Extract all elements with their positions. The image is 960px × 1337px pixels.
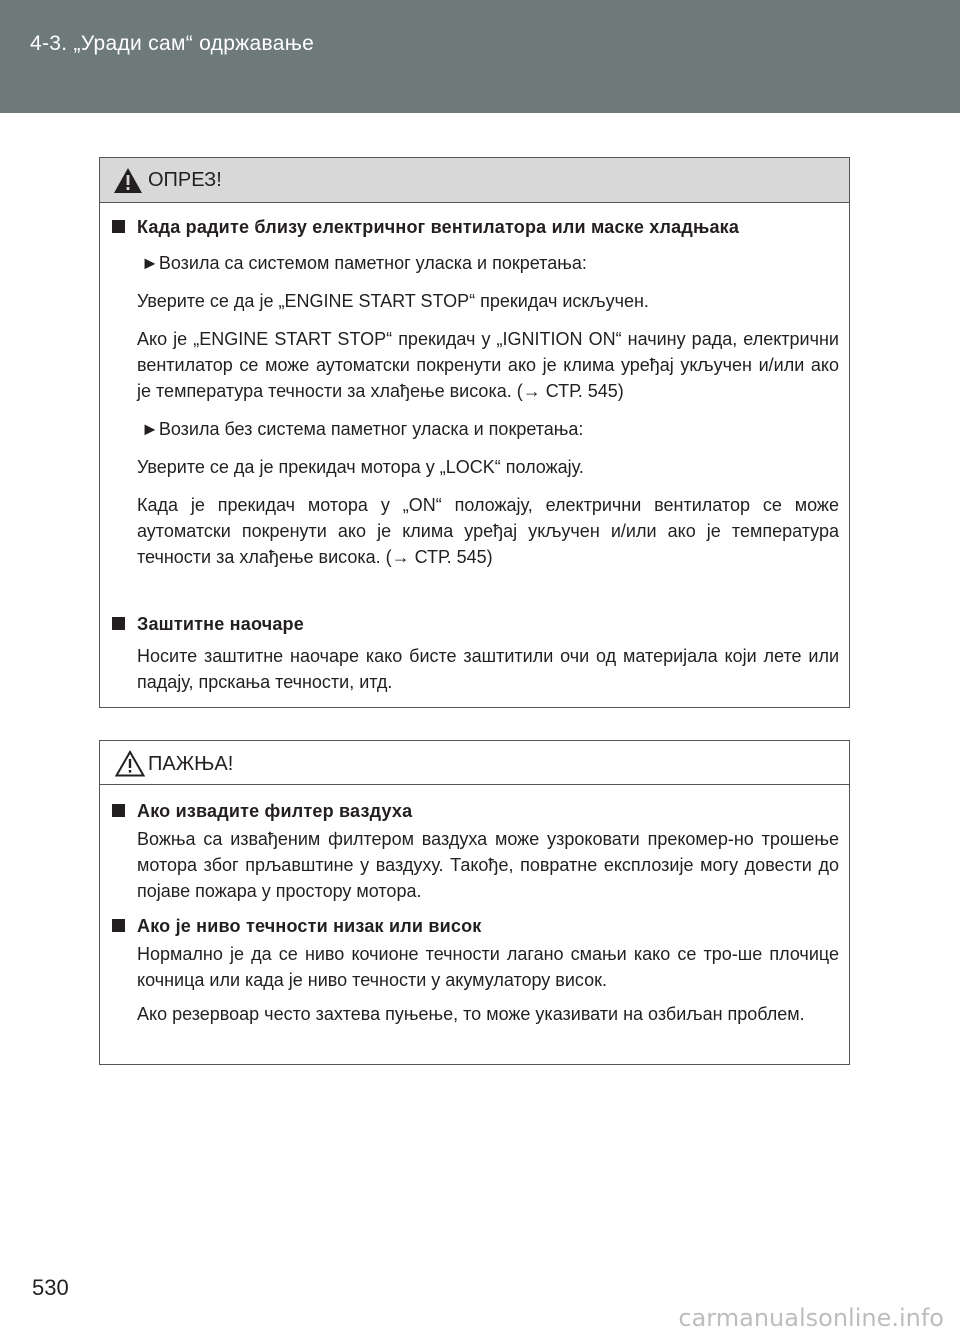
header-band <box>0 0 960 113</box>
section-title: 4-3. „Уради сам“ одржавање <box>30 32 315 55</box>
warning-outline-icon <box>115 750 145 777</box>
warning-filled-icon <box>113 167 143 194</box>
square-bullet-icon <box>112 804 125 817</box>
caution-label: ОПРЕЗ! <box>148 169 222 191</box>
section-heading: Ако је ниво течности низак или висок <box>109 913 839 939</box>
notice-section-air-filter <box>109 798 839 904</box>
notice-box <box>99 740 850 1065</box>
caution-section-fan <box>109 214 839 570</box>
watermark: carmanualsonline.info <box>678 1304 944 1332</box>
paragraph: Носите заштитне наочаре како бисте заштитили очи од материјала који лете или падају, прскања течности, итд. <box>137 646 839 692</box>
notice-section-fluid-level <box>109 913 839 1027</box>
caution-section-goggles <box>109 611 839 695</box>
paragraph: Ако је „ENGINE START STOP“ прекидач у „IGNITION ON“ начину рада, електрични вентилатор се може аутоматски покренути ако је клима уређај укључен и/или ако је температура течности за хлађење висока. (→ СТР. 545) <box>137 329 839 401</box>
paragraph: Нормално је да се ниво кочионе течности лагано смањи како се тро-ше плочице кочница или када је ниво течности у акумулатору висок. <box>137 944 839 990</box>
section-heading: Када радите близу електричног вентилатора или маске хладњака <box>109 214 839 240</box>
paragraph: Вожња са извађеним филтером ваздуха може узроковати прекомер-но трошење мотора због прљавштине у ваздуху. Такође, повратне експлозије могу довести до појаве пожара у простору мотора. <box>137 829 839 901</box>
caution-box <box>99 157 850 708</box>
page-number: 530 <box>32 1275 69 1300</box>
paragraph: Ако резервоар често захтева пуњење, то може указивати на озбиљан проблем. <box>137 1004 805 1024</box>
notice-header <box>100 741 849 785</box>
square-bullet-icon <box>112 220 125 233</box>
section-heading: Заштитне наочаре <box>109 611 839 637</box>
square-bullet-icon <box>112 919 125 932</box>
no-smart-entry-label: ►Возила без система паметног уласка и покретања: <box>141 419 584 439</box>
notice-label: ПАЖЊА! <box>148 753 234 775</box>
paragraph: Када је прекидач мотора у „ON“ положају, електрични вентилатор се може аутоматски покренути ако је клима уређај укључен и/или ако је температура течности за хлађење висока. (→ СТР. 545) <box>137 495 839 567</box>
caution-header <box>100 158 849 203</box>
square-bullet-icon <box>112 617 125 630</box>
section-heading: Ако извадите филтер ваздуха <box>109 798 839 824</box>
smart-entry-label: ►Возила са системом паметног уласка и покретања: <box>141 253 587 273</box>
paragraph: Уверите се да је прекидач мотора у „LOCK“ положају. <box>137 457 584 477</box>
paragraph: Уверите се да је „ENGINE START STOP“ прекидач искључен. <box>137 291 649 311</box>
